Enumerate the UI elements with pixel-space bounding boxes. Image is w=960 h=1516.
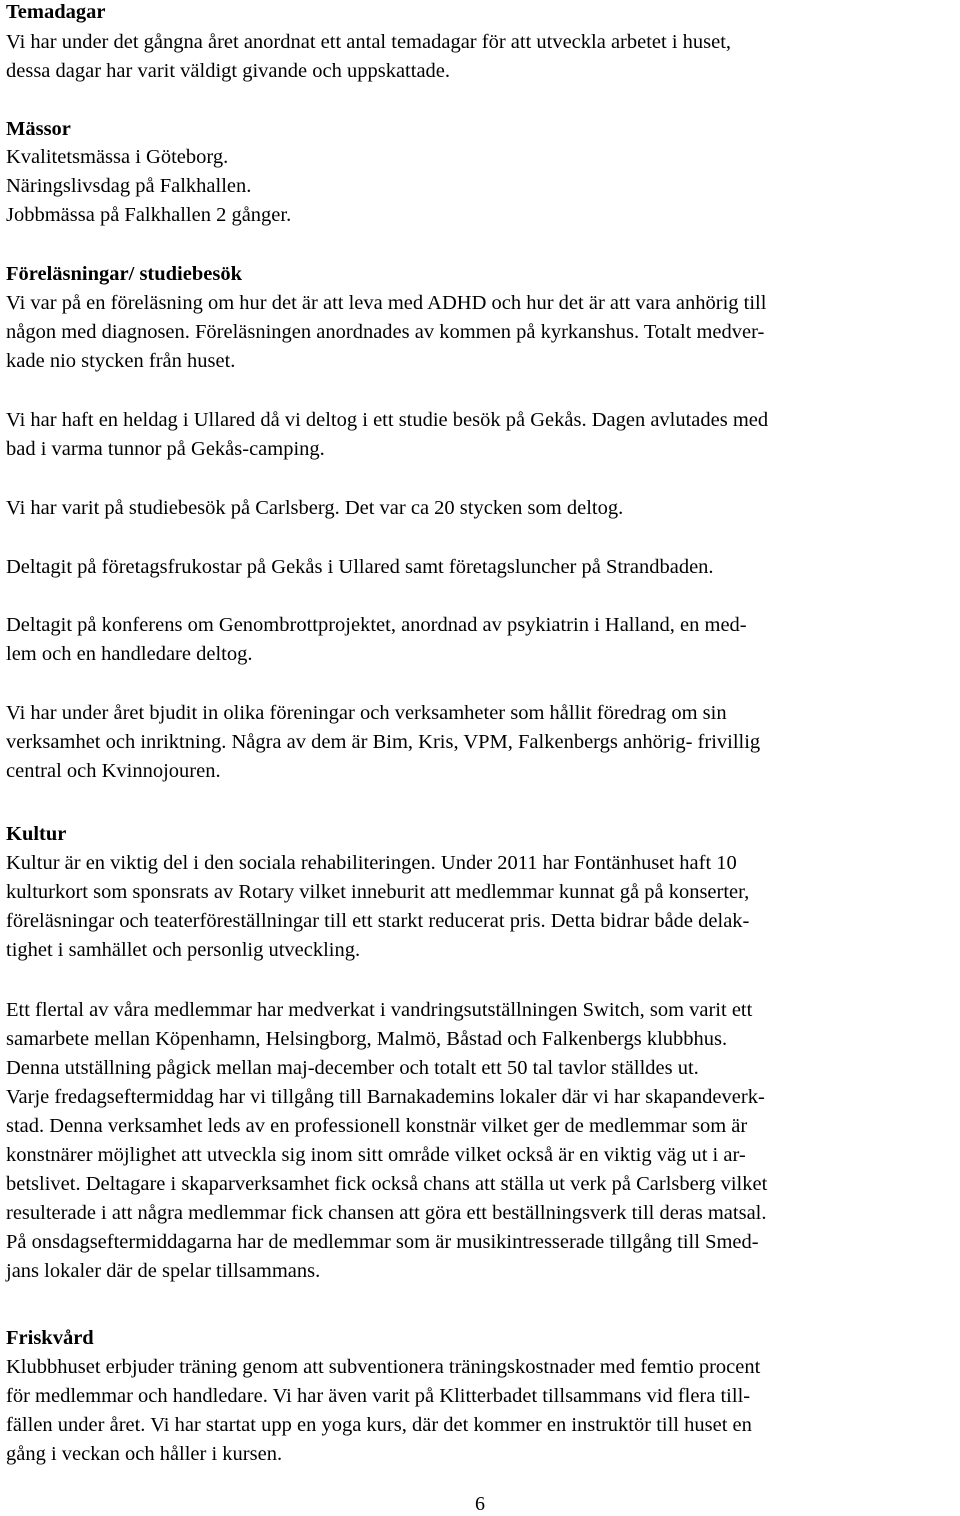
text-line: föreläsningar och teaterföreställningar till ett starkt reducerat pris. Detta bidrar både delak- (6, 910, 750, 932)
section-heading-kultur: Kultur (6, 823, 67, 845)
text-line: Klubbhuset erbjuder träning genom att subventionera träningskostnader med femtio procent (6, 1356, 761, 1378)
text-line: Kultur är en viktig del i den sociala rehabiliteringen. Under 2011 har Fontänhuset haft 10 (6, 852, 737, 874)
text-line: betslivet. Deltagare i skaparverksamhet fick också chans att ställa ut verk på Carlsberg vilket (6, 1173, 768, 1195)
text-line: På onsdagseftermiddagarna har de medlemmar som är musikintresserade tillgång till Smed- (6, 1231, 759, 1253)
text-line: kulturkort som sponsrats av Rotary vilket inneburit att medlemmar kunnat gå på konserter, (6, 881, 750, 903)
text-line: Vi har haft en heldag i Ullared då vi deltog i ett studie besök på Gekås. Dagen avlutades med (6, 409, 769, 431)
text-line: någon med diagnosen. Föreläsningen anordnades av kommen på kyrkanshus. Totalt medver- (6, 321, 765, 343)
text-line: Vi har under året bjudit in olika föreningar och verksamheter som hållit föredrag om sin (6, 702, 727, 724)
text-line: tighet i samhället och personlig utveckling. (6, 939, 361, 961)
text-line: samarbete mellan Köpenhamn, Helsingborg, Malmö, Båstad och Falkenbergs klubbhus. (6, 1028, 728, 1050)
text-line: Kvalitetsmässa i Göteborg. (6, 146, 229, 168)
text-line: Jobbmässa på Falkhallen 2 gånger. (6, 204, 292, 226)
text-line: för medlemmar och handledare. Vi har även varit på Klitterbadet tillsammans vid flera till- (6, 1385, 751, 1407)
text-line: Denna utställning pågick mellan maj-december och totalt ett 50 tal tavlor ställdes ut. (6, 1057, 699, 1079)
section-heading-massor: Mässor (6, 118, 71, 140)
text-line: Deltagit på företagsfrukostar på Gekås i Ullared samt företagsluncher på Strandbaden. (6, 556, 714, 578)
page-number: 6 (475, 1493, 485, 1515)
text-line: Varje fredagseftermiddag har vi tillgång till Barnakademins lokaler där vi har skapandeverk- (6, 1086, 765, 1108)
text-line: Vi har under det gångna året anordnat ett antal temadagar för att utveckla arbetet i huset, (6, 31, 732, 53)
text-line: stad. Denna verksamhet leds av en professionell konstnär vilket ger de medlemmar som är (6, 1115, 748, 1137)
text-line: Deltagit på konferens om Genombrottprojektet, anordnad av psykiatrin i Halland, en med- (6, 614, 747, 636)
text-line: Vi har varit på studiebesök på Carlsberg. Det var ca 20 stycken som deltog. (6, 497, 624, 519)
text-line: bad i varma tunnor på Gekås-camping. (6, 438, 325, 460)
text-line: Vi var på en föreläsning om hur det är att leva med ADHD och hur det är att vara anhörig till (6, 292, 767, 314)
text-line: konstnärer möjlighet att utveckla sig inom sitt område vilket också är en viktig väg ut i ar- (6, 1144, 746, 1166)
text-line: jans lokaler där de spelar tillsammans. (6, 1260, 321, 1282)
text-line: fällen under året. Vi har startat upp en yoga kurs, där det kommer en instruktör till huset en (6, 1414, 752, 1436)
text-line: Ett flertal av våra medlemmar har medverkat i vandringsutställningen Switch, som varit ett (6, 999, 753, 1021)
text-line: lem och en handledare deltog. (6, 643, 253, 665)
text-line: kade nio stycken från huset. (6, 350, 236, 372)
section-heading-temadagar: Temadagar (6, 1, 106, 23)
text-line: verksamhet och inriktning. Några av dem är Bim, Kris, VPM, Falkenbergs anhörig- frivillig (6, 731, 761, 753)
text-line: gång i veckan och håller i kursen. (6, 1443, 283, 1465)
section-heading-forelasningar: Föreläsningar/ studiebesök (6, 263, 242, 285)
text-line: central och Kvinnojouren. (6, 760, 221, 782)
text-line: resulterade i att några medlemmar fick chansen att göra ett beställningsverk till deras matsal. (6, 1202, 767, 1224)
section-heading-friskvard: Friskvård (6, 1327, 94, 1349)
text-line: Näringslivsdag på Falkhallen. (6, 175, 252, 197)
text-line: dessa dagar har varit väldigt givande och uppskattade. (6, 60, 451, 82)
